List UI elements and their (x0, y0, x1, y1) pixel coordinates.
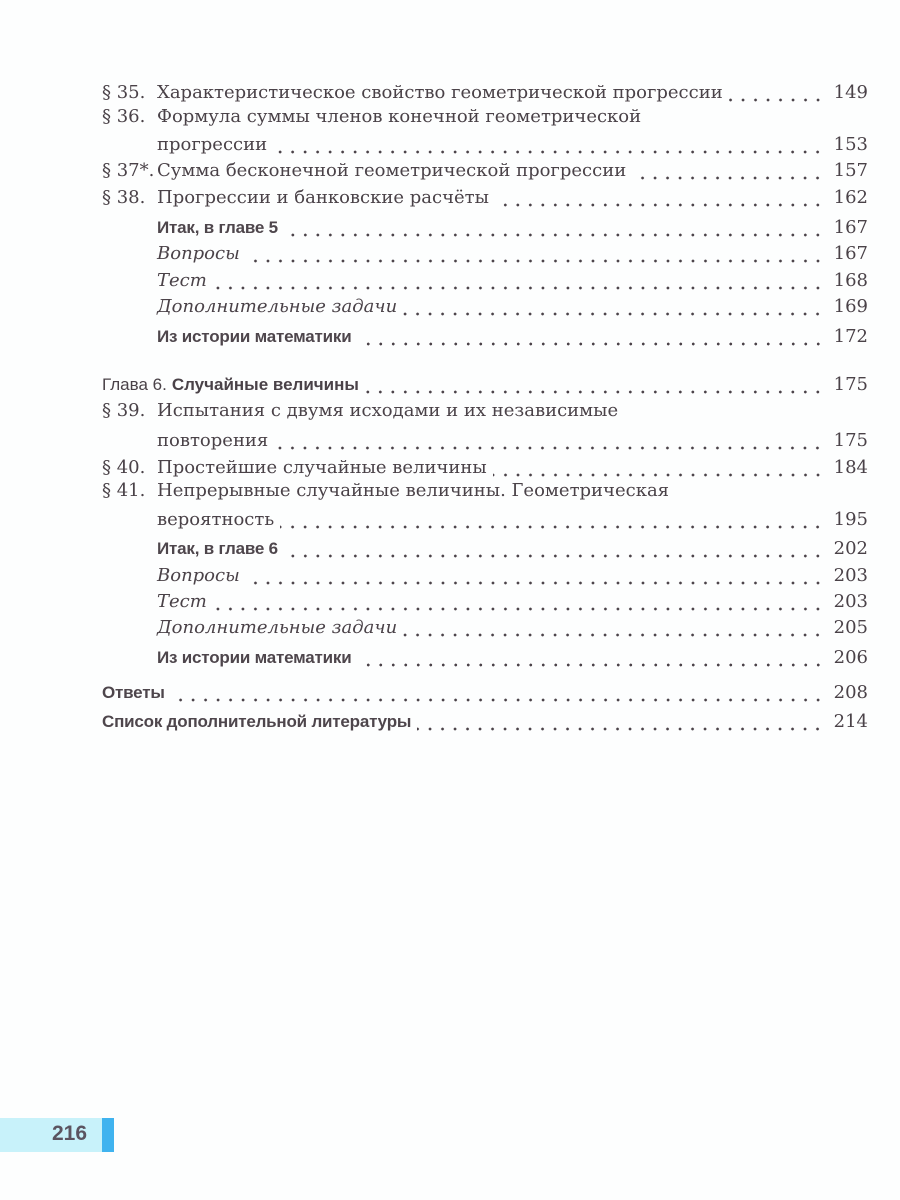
toc-entry-summary-ch6 (157, 534, 868, 560)
entry-title: Вопросы (157, 565, 240, 586)
page-number: 172 (833, 326, 868, 347)
dot-leader (246, 565, 824, 587)
entry-title-continued: прогрессии (157, 134, 268, 155)
page-number: 167 (833, 243, 868, 264)
toc-entry-test-ch6 (157, 587, 868, 613)
section-number: § 41. (102, 480, 146, 501)
dot-leader (493, 457, 824, 479)
dot-leader (632, 160, 824, 182)
page-number: 175 (833, 374, 868, 395)
section-number: § 38. (102, 187, 146, 208)
entry-title: Испытания с двумя исходами и их независимые (157, 400, 619, 421)
page-number: 208 (833, 682, 868, 703)
toc-entry-s38 (102, 183, 868, 209)
folio-accent-bar (102, 1118, 114, 1152)
entry-title: Характеристическое свойство геометрической прогрессии (157, 82, 723, 103)
dot-leader (729, 82, 824, 104)
toc-entry-s35 (102, 78, 868, 104)
dot-leader (403, 617, 824, 639)
dot-leader (495, 187, 824, 209)
entry-title: Непрерывные случайные величины. Геометрическая (157, 480, 670, 501)
page-number: 214 (833, 711, 868, 732)
page-number: 184 (833, 457, 868, 478)
toc-entry-s39 (157, 426, 868, 452)
entry-title: Простейшие случайные величины (157, 457, 487, 478)
toc-entry-s41 (157, 505, 868, 531)
page-number: 162 (833, 187, 868, 208)
dot-leader (358, 326, 825, 348)
dot-leader (280, 509, 824, 531)
entry-title-continued: вероятность (157, 509, 275, 530)
page-number: 168 (833, 270, 868, 291)
toc-entry-s37 (102, 156, 868, 182)
page-number: 149 (833, 82, 868, 103)
dot-leader (417, 711, 824, 733)
entry-title: Тест (157, 270, 207, 291)
section-number: § 39. (102, 400, 146, 421)
toc-entry-questions-ch6 (157, 561, 868, 587)
section-number: § 40. (102, 457, 146, 478)
dot-leader (358, 647, 825, 669)
dot-leader (284, 217, 824, 239)
toc-entry-s41-line1 (102, 480, 669, 502)
page-number: 175 (833, 430, 868, 451)
dot-leader (213, 591, 824, 613)
chapter-title: Случайные величины (171, 375, 359, 394)
toc-entry-literature (102, 707, 868, 733)
toc-entry-s39-line1 (102, 400, 618, 422)
page-number: 167 (833, 217, 868, 238)
toc-entry-history-ch5 (157, 322, 868, 348)
toc-chapter-6 (102, 370, 868, 396)
dot-leader (246, 243, 824, 265)
entry-title: Итак, в главе 6 (157, 539, 278, 558)
entry-title: Дополнительные задачи (157, 296, 398, 317)
section-number: § 35. (102, 82, 146, 103)
section-number: § 37*. (102, 160, 155, 181)
entry-title: Дополнительные задачи (157, 617, 398, 638)
entry-title: Тест (157, 591, 207, 612)
entry-title: Список дополнительной литературы (102, 712, 412, 731)
page-number: 195 (833, 509, 868, 530)
toc-entry-s36-line1 (102, 106, 641, 128)
dot-leader (273, 134, 824, 156)
toc-entry-extra-tasks-ch6 (157, 613, 868, 639)
toc-entry-answers (102, 678, 868, 704)
toc-entry-history-ch6 (157, 643, 868, 669)
entry-title: Ответы (102, 683, 165, 702)
toc-entry-test-ch5 (157, 266, 868, 292)
dot-leader (274, 430, 824, 452)
page-number: 205 (833, 617, 868, 638)
page-number: 153 (833, 134, 868, 155)
page-number: 169 (833, 296, 868, 317)
page-number: 202 (833, 538, 868, 559)
page-number: 203 (833, 565, 868, 586)
dot-leader (403, 296, 824, 318)
section-number: § 36. (102, 106, 146, 127)
dot-leader (213, 270, 824, 292)
entry-title: Сумма бесконечной геометрической прогрессии (157, 160, 627, 181)
folio-page-number: 216 (52, 1122, 88, 1145)
chapter-prefix: Глава 6. (102, 375, 167, 394)
entry-title: Формула суммы членов конечной геометрической (157, 106, 642, 127)
dot-leader (171, 682, 824, 704)
entry-title: Из истории математики (157, 648, 352, 667)
page-number: 203 (833, 591, 868, 612)
page-number: 157 (833, 160, 868, 181)
entry-title: Прогрессии и банковские расчёты (157, 187, 489, 208)
entry-title-continued: повторения (157, 430, 269, 451)
toc-entry-questions-ch5 (157, 239, 868, 265)
toc-entry-s36 (157, 130, 868, 156)
toc-entry-summary-ch5 (157, 213, 868, 239)
page-number: 206 (833, 647, 868, 668)
dot-leader (284, 538, 824, 560)
entry-title: Из истории математики (157, 327, 352, 346)
toc-entry-s40 (102, 453, 868, 479)
entry-title: Итак, в главе 5 (157, 218, 278, 237)
dot-leader (365, 374, 824, 396)
toc-entry-extra-tasks-ch5 (157, 292, 868, 318)
entry-title: Вопросы (157, 243, 240, 264)
